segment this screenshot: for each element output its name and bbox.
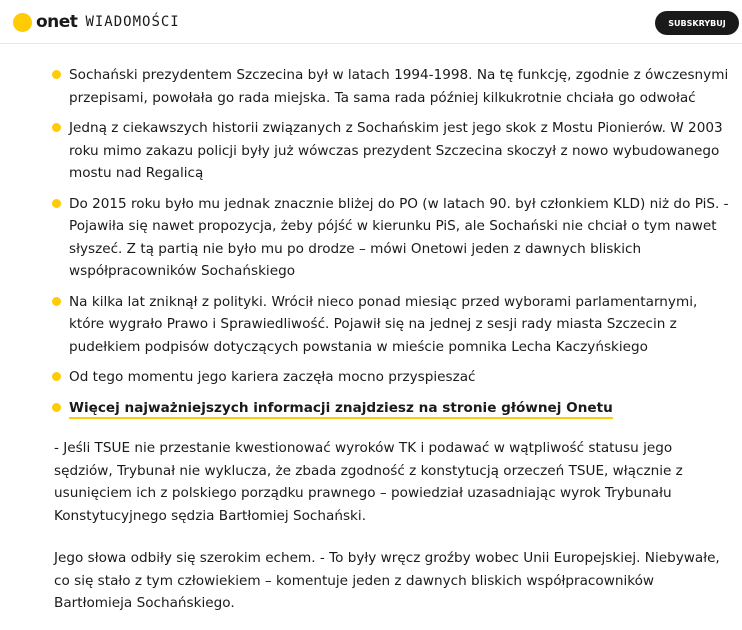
bullet-dot-icon	[52, 123, 61, 132]
more-news-link[interactable]: Więcej najważniejszych informacji znajdziesz na stronie głównej Onetu	[69, 400, 613, 419]
bullet-dot-icon	[52, 297, 61, 306]
article-paragraph: Jego słowa odbiły się szerokim echem. - To były wręcz groźby wobec Unii Europejskiej. Niebywałe, co się stało z tym człowiekiem – komentuje jeden z dawnych bliskich współpracowników Bartłomieja Sochańskiego.	[54, 550, 720, 611]
logo-dot-icon	[13, 13, 32, 32]
bullet-text: Jedną z ciekawszych historii związanych z Sochańskim jest jego skok z Mostu Pionierów. W 2003 roku mimo zakazu policji były już wówczas prezydent Szczecina skoczył z nowo wybudowanego mostu nad Regalicą	[69, 120, 723, 181]
onet-logo[interactable]	[13, 10, 180, 34]
bullet-dot-icon	[52, 199, 61, 208]
bullet-item	[50, 117, 730, 185]
site-header	[0, 0, 742, 44]
bullet-item-more-link	[50, 397, 730, 420]
bullet-item	[50, 366, 730, 389]
bullet-dot-icon	[52, 403, 61, 412]
bullet-item	[50, 291, 730, 359]
bullet-item	[50, 193, 730, 283]
bullet-text: Sochański prezydentem Szczecina był w latach 1994-1998. Na tę funkcję, zgodnie z ówczesnymi przepisami, powołała go rada miejska. Ta sama rada później kilkukrotnie chciała go odwołać	[69, 67, 729, 106]
logo-brand-text: onet	[36, 12, 78, 32]
bullet-dot-icon	[52, 70, 61, 79]
bullet-text: Na kilka lat zniknął z polityki. Wrócił nieco ponad miesiąc przed wyborami parlamentarnymi, które wygrało Prawo i Sprawiedliwość. Pojawił się na jednej z sesji rady miasta Szczecin z pudełkiem podpisów dotyczących powstania w mieście pomnika Lecha Kaczyńskiego	[69, 293, 698, 355]
summary-bullet-list	[50, 64, 730, 427]
bullet-text: Od tego momentu jego kariera zaczęła mocno przyspieszać	[69, 369, 476, 385]
article-paragraph: - Jeśli TSUE nie przestanie kwestionować wyroków TK i podawać w wątpliwość statusu jego sędziów, Trybunał nie wyklucza, że zbada zgodność z konstytucją orzeczeń TSUE, włącznie z usunięciem ich z polskiego porządku prawnego – powiedział uzasadniając wyrok Trybunału Konstytucyjnego sędzia Bartłomiej Sochański.	[54, 440, 683, 524]
bullet-dot-icon	[52, 372, 61, 381]
bullet-text: Do 2015 roku było mu jednak znacznie bliżej do PO (w latach 90. był członkiem KLD) niż do PiS. - Pojawiła się nawet propozycja, żeby pójść w kierunku PiS, ale Sochański nie chciał o tym nawet słyszeć. Z tą partią nie było mu po drodze – mówi Onetowi jeden z dawnych bliskich współpracowników Sochańskiego	[69, 195, 729, 279]
subscribe-button[interactable]: SUBSKRYBUJ	[655, 11, 739, 35]
bullet-item	[50, 64, 730, 109]
logo-section-text: WIADOMOŚCI	[85, 14, 180, 30]
